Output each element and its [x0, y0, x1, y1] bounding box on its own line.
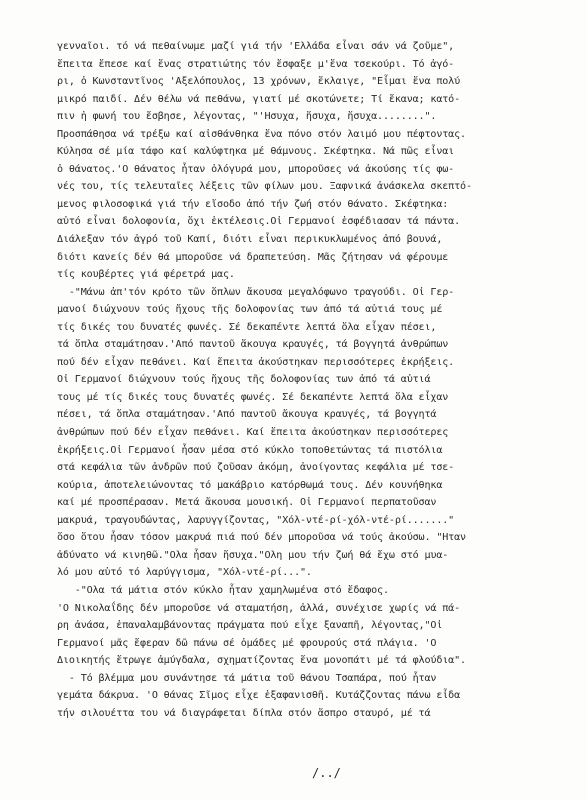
text-line: ἐκρήξεις.Οἱ Γερμανοί ἦσαν μέσα στό κύκλο τοποθετώντας τά πιστόλια [57, 444, 443, 456]
text-line: μακρυά, τραγουδώντας, λαρυγγίζοντας, "Χόλ-ντέ-ρί-χόλ-ντέ-ρί......." [57, 514, 455, 526]
text-line: στά κεφάλια τῶν ἀνδρῶν πού ζοῦσαν ἀκόμη, ἀνοίγοντας κεφάλια μέ τσε- [57, 462, 455, 474]
text-line: -"Μάνω ἀπ'τόν κρότο τῶν ὅπλων ἄκουσα μεγαλόφωνο τραγούδι. Οἱ Γερ- [57, 286, 455, 298]
text-line: ρι, ὁ Κωνσταντῖνος 'Αξελόπουλος, 13 χρόνων, ἔκλαιγε, "Εἶμαι ἕνα πολύ [57, 76, 461, 88]
text-line: ἀνθρώπων πού δέν εἶχαν πεθάνει. Καί ἔπειτα ἀκούστηκαν περισσότερες [57, 427, 449, 439]
text-line: - Τό βλέμμα μου συνάντησε τά μάτια τοῦ θάνου Τσαπάρα, πού ἦταν [57, 672, 437, 684]
page-number: /../ [312, 766, 341, 780]
text-line: τά ὅπλα σταμάτησαν.'Από παντοῦ ἄκουγα κραυγές, τά βογγητά ἀνθρώπων [57, 339, 449, 351]
text-line: ἀδύνατο νά κινηθῶ."Ολα ἦσαν ἥσυχα."Ολη μου τήν ζωή θά ἔχω στό μυα- [57, 549, 449, 561]
text-line: λό μου αὐτό τό λαρύγγισμα, "Χόλ-ντέ-ρί...". [57, 567, 312, 579]
body-text [57, 38, 577, 722]
text-line: Κύλησα σέ μία τάφο καί καλύφτηκα μέ θάμνους. Σκέφτηκα. Νά πῶς εἶναι [57, 146, 455, 158]
text-line: 'Ο Νικολαΐδης δέν μποροῦσε νά σταματήση, ἀλλά, συνέχισε χωρίς νά πά- [57, 602, 461, 614]
text-line: τους μέ τίς δικές τους δυνατές φωνές. Σέ δεκαπέντε λεπτά ὅλα εἶχαν [57, 391, 449, 403]
text-line: Οἱ Γερμανοί διώχνουν τούς ἤχους τῆς δολοφονίας των ἀπό τά αὐτιά [57, 374, 431, 386]
text-line: ρη ἀνάσα, ἐπαναλαμβάνοντας πράγματα πού εἶχε ξαναπῆ, λέγοντας,"Οἱ [57, 620, 443, 632]
text-line: γεμάτα δάκρυα. 'Ο θάνας Σῖμος εἶχε ἐξαφανισθῆ. Κυτάζζοντας πάνω εἶδα [57, 690, 461, 702]
text-line: μανοί διώχνουν τούς ἤχους τῆς δολοφονίας των ἀπό τά αὐτιά τους μέ [57, 304, 443, 316]
text-line: ἔπειτα ἔπεσε καί ἕνας στρατιώτης τόν ἔσφαξε μ'ἕνα τσεκούρι. Τό ἀγό- [57, 58, 455, 70]
text-line: νές του, τίς τελευταῖες λέξεις τῶν φίλων μου. Ξαφνικά ἀνάσκελα σκεπτό- [57, 181, 472, 193]
text-line: Διοικητής ἔτρωγε ἀμύγδαλα, σχηματίζοντας ἕνα μονοπάτι μέ τά φλούδια". [57, 655, 466, 667]
text-line: Διάλεξαν τόν ἀγρό τοῦ Καπί, διότι εἶναι περικυκλωμένος ἀπό βουνά, [57, 234, 443, 246]
text-line: μικρό παιδί. Δέν θέλω νά πεθάνω, γιατί μέ σκοτώνετε; Τί ἔκανα; κατό- [57, 93, 461, 105]
text-line: κούρια, ἀποτελειώνοντας τό μακάβριο κατόρθωμά τους. Δέν κουνήθηκα [57, 479, 443, 491]
text-line: μενος φιλοσοφικά γιά τήν εἴσοδο ἀπό τήν ζωή στόν θάνατο. Σκέφτηκα: [57, 198, 449, 210]
text-line: γενναῖοι. τό νά πεθαίνωμε μαζί γιά τήν 'Ελλάδα εἶναι σάν νά ζοῦμε", [57, 41, 455, 52]
text-line: πιν ἡ φωνή του ἔσβησε, λέγοντας, "'Ησυχα, ἥσυχα, ἥσυχα........". [57, 111, 437, 123]
text-line: Προσπάθησα νά τρέξω καί αἰσθάνθηκα ἕνα πόνο στόν λαιμό μου πέφτοντας. [57, 128, 466, 140]
text-line: διότι κανείς δέν θά μποροῦσε νά δραπετεύση. Μᾶς ζήτησαν νά φέρουμε [57, 251, 449, 263]
text-line: αὐτό εἶναι δολοφονία, ὄχι ἐκτέλεσις.Οἱ Γερμανοί ἐσφέδιασαν τά πάντα. [57, 216, 461, 228]
text-line: πού δέν εἶχαν πεθάνει. Καί ἔπειτα ἀκούστηκαν περισσότερες ἐκρήξεις. [57, 356, 455, 368]
text-line: τίς κουβέρτες γιά φέρετρά μας. [57, 269, 235, 281]
text-line: τίς δικές του δυνατές φωνές. Σέ δεκαπέντε λεπτά ὅλα εἶχαν πέσει, [57, 321, 437, 333]
text-line: πέσει, τά ὅπλα σταμάτησαν.'Από παντοῦ ἄκουγα κραυγές, τά βογγητά [57, 409, 437, 421]
text-line: τήν σιλουέττα του νά διαγράφεται δίπλα στόν ἄσπρο σταυρό, μέ τά [57, 707, 431, 719]
text-line: -"Ολα τά μάτια στόν κύκλο ἦταν χαμηλωμένα στό ἔδαφος. [57, 584, 389, 596]
text-line: ὅσο ὅτου ἦσαν τόσον μακρυά πιά πού δέν μποροῦσα νά τούς ἀκούσω. "Ηταν [57, 532, 466, 544]
text-line: Γερμανοί μᾶς ἔφεραν δῶ πάνω σέ ὁμάδες μέ φρουρούς στά πλάγια. 'Ο [57, 637, 437, 649]
text-line: ὁ θάνατος.'Ο θάνατος ἦταν ὁλόγυρά μου, μποροῦσες νά ἀκούσης τίς φω- [57, 163, 455, 175]
text-line: καί μέ προσπέρασαν. Μετά ἄκουσα μουσική. Οἱ Γερμανοί περπατοῦσαν [57, 497, 437, 509]
